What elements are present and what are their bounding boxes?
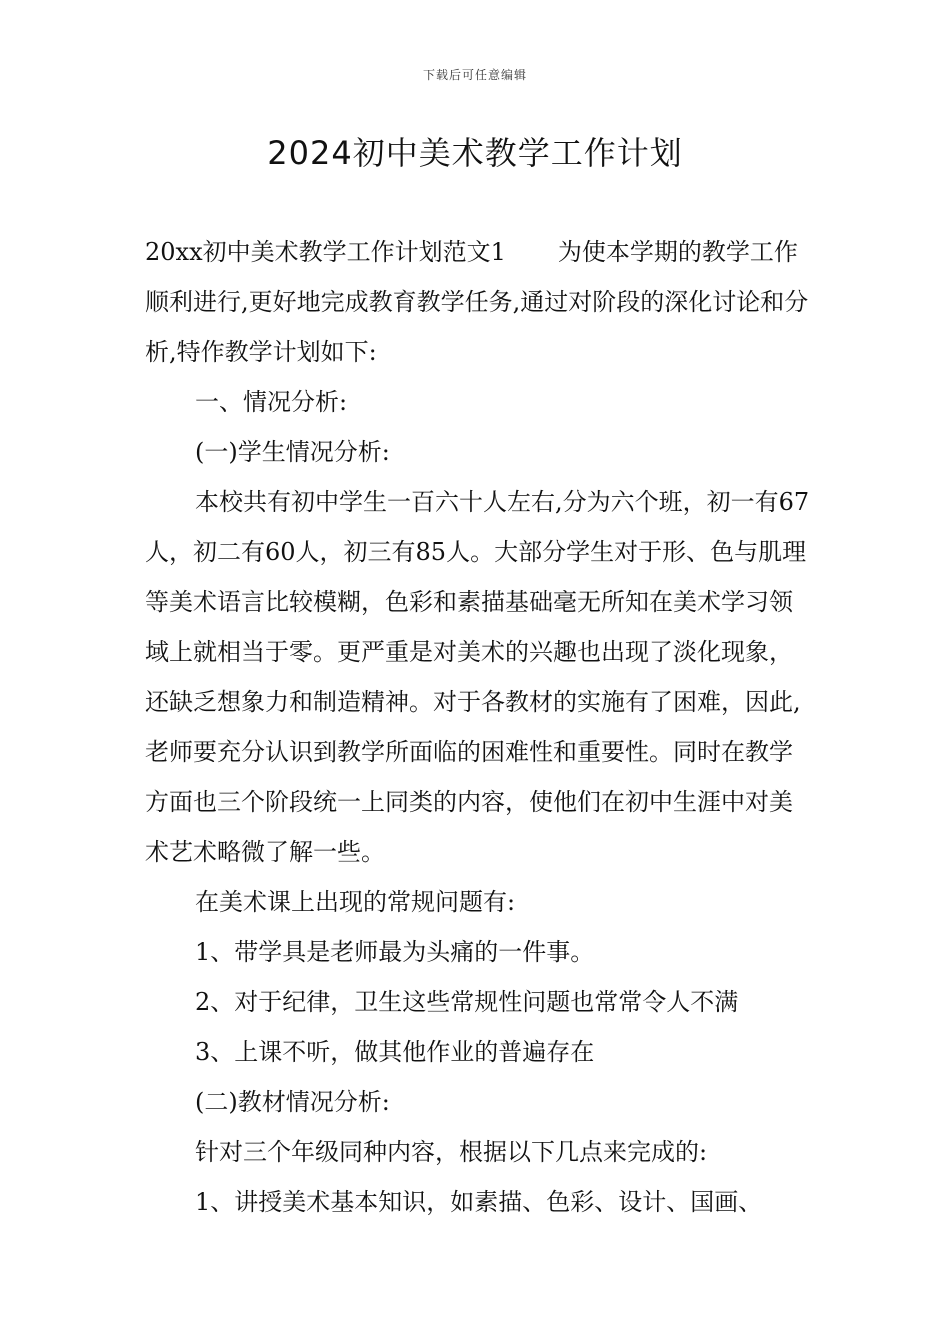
section-heading-situation: 一、情况分析: — [195, 388, 348, 416]
intro-text: 为使本学期的教学工作顺利进行,更好地完成教育教学任务,通过对阶段的深化讨论和分析,特作教学计划如下: — [145, 238, 809, 366]
document-title: 2024初中美术教学工作计划 — [267, 134, 683, 172]
subsection-heading-students: (一)学生情况分析: — [195, 438, 390, 466]
header-note: 下载后可任意编辑 — [422, 68, 527, 82]
list-item-2: 2、对于纪律，卫生这些常规性问题也常常令人不满 — [195, 988, 739, 1016]
paragraph-common-problems: 在美术课上出现的常规问题有: — [195, 888, 516, 916]
list-item-textbook-1: 1、讲授美术基本知识，如素描、色彩、设计、国画、 — [195, 1188, 763, 1216]
intro-lead: 20xx初中美术教学工作计划范文1 — [145, 238, 506, 266]
paragraph-textbook: 针对三个年级同种内容，根据以下几点来完成的: — [195, 1138, 708, 1166]
document-body — [145, 227, 810, 1227]
list-item-3: 3、上课不听，做其他作业的普遍存在 — [195, 1038, 595, 1066]
intro-paragraph — [145, 227, 810, 377]
list-item-1: 1、带学具是老师最为头痛的一件事。 — [195, 938, 595, 966]
paragraph-students: 本校共有初中学生一百六十人左右,分为六个班，初一有67人，初二有60人，初三有85人。大部分学生对于形、色与肌理等美术语言比较模糊，色彩和素描基础毫无所知在美术学习领域上就相当于零。更严重是对美术的兴趣也出现了淡化现象，还缺乏想象力和制造精神。对于各教材的实施有了困难，因此,老师要充分认识到教学所面临的困难性和重要性。同时在教学方面也三个阶段统一上同类的内容，使他们在初中生涯中对美术艺术略微了解一些。 — [145, 488, 810, 866]
subsection-heading-textbook: (二)教材情况分析: — [195, 1088, 390, 1116]
